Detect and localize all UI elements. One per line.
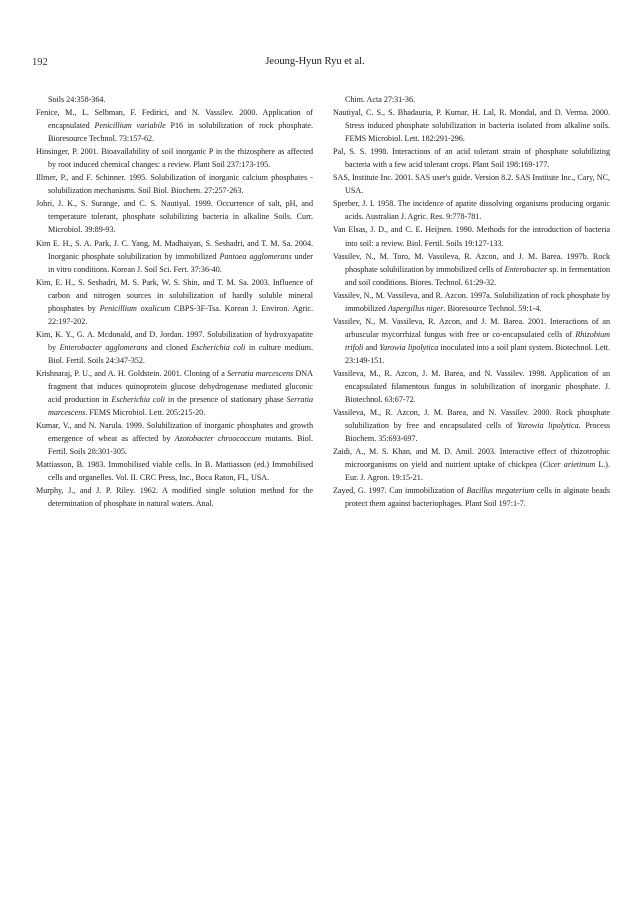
reference-entry — [333, 250, 610, 289]
reference-text: Chim. Acta 27:31-36. — [345, 95, 416, 104]
reference-entry — [36, 367, 313, 419]
reference-text: in culture medium. Biol. Fertil. Soils 24:347-352. — [48, 342, 313, 365]
reference-italic-text: Bacillus megaterium — [466, 486, 535, 496]
reference-entry — [333, 445, 610, 484]
reference-text: . Bioresource Technol. 59:1-4. — [443, 303, 542, 313]
reference-italic-text: Cicer arietinum — [542, 460, 596, 470]
reference-entry — [333, 367, 610, 406]
reference-italic-text: Aspergillus niger — [387, 303, 444, 313]
reference-entry — [36, 145, 313, 171]
reference-text: Sperber, J. I. 1958. The incidence of apatite dissolving organisms producing organic acids. Australian J. Agric. Res. 9:778-781. — [333, 199, 610, 222]
reference-entry — [36, 93, 313, 106]
reference-italic-text: Enterobacter agglomerans — [59, 342, 148, 352]
reference-text: and cloned — [147, 342, 192, 352]
reference-text: DNA fragment that induces quinoprotein glucose dehydrogenase mediated gluconic acid production in — [48, 368, 313, 405]
reference-entry — [333, 315, 610, 367]
reference-text: Vassilev, N., M. Vassileva, and R. Azcon. 1997a. Solubilization of rock phosphate by immobilized — [333, 290, 610, 313]
reference-text: Kim, E. H., S. Seshadri, M. S. Park, W. S. Shin, and T. M. Sa. 2003. Influence of carbon and nitrogen sources in solubilization of hardly soluble mineral phosphates by — [36, 277, 313, 313]
reference-entry — [333, 289, 610, 315]
reference-italic-text: Rhizobium trifoli — [345, 329, 610, 352]
reference-text: Vassileva, M., R. Azcon, J. M. Barea, and N. Vassilev. 1998. Application of an encapsulated filamentous fungus in solubilization of inorganic phosphate. J. Biotechnol. 63:67-72. — [333, 368, 610, 405]
reference-text: Krishnaraj, P. U., and A. H. Goldstein. 2001. Cloning of a — [36, 368, 228, 378]
reference-text: SAS, Institute Inc. 2001. SAS user's guide. Version 8.2. SAS Institute Inc., Cary, NC, USA. — [333, 173, 610, 196]
reference-text: Vassilev, N., M. Toro, M. Vassileva, R. Azcon, and J. M. Barea. 1997b. Rock phosphate solubilization by immobilized cells of — [333, 251, 610, 274]
reference-italic-text: Pantoea agglomerans — [219, 251, 292, 261]
reference-italic-text: Serratia marcescens — [48, 395, 313, 418]
reference-italic-text: Yarowia lipolytica — [517, 421, 579, 431]
reference-text: mutants. Biol. Fertil. Soils 28:301-305. — [48, 434, 313, 457]
reference-entry — [333, 171, 610, 197]
reference-text: CBPS-3F-Tsa. Korean J. Environ. Agric. 22:197-202. — [48, 303, 313, 326]
references-right-column — [333, 93, 610, 511]
reference-entry — [36, 458, 313, 484]
reference-text: Kim, K. Y., G. A. Mcdonald, and D. Jordan. 1997. Solubilization of hydroxyapatite by — [36, 329, 313, 352]
reference-text: Murphy, J., and J. P. Riley. 1962. A modified single solution method for the determination of phosphate in natural waters. Anal. — [36, 486, 313, 509]
reference-text: inoculated into a soil plant system. Biotechnol. Lett. 23:149-151. — [345, 342, 611, 365]
page-number: 192 — [32, 57, 48, 68]
reference-text: Zaidi, A., M. S. Khan, and M. D. Amil. 2003. Interactive effect of rhizotrophic microorganisms on yield and nutrient uptake of chickpea ( — [333, 447, 610, 470]
reference-italic-text: Penicillium variabile — [94, 121, 166, 131]
reference-text: Mattiasson, B. 1983. Immobilised viable cells. In B. Mattiasson (ed.) Immobilised cells and organelles. Vol. II. CRC Press, Inc., Boca Raton, FL, USA. — [36, 460, 313, 483]
reference-italic-text: Yarowia lipolytica — [379, 342, 439, 352]
reference-text: in the presence of stationary phase — [164, 395, 287, 405]
reference-text: Hinsinger, P. 2001. Bioavailability of soil inorganic P in the rhizosphere as affected by root induced chemical changes: a review. Plant Soil 237:173-195. — [36, 147, 313, 170]
reference-entry — [333, 197, 610, 223]
reference-entry — [36, 276, 313, 328]
reference-entry — [333, 145, 610, 171]
reference-entry — [36, 106, 313, 145]
reference-italic-text: Serratia marcescens — [227, 368, 294, 378]
reference-text: Illmer, P., and F. Schinner. 1995. Solubilization of inorganic calcium phosphates - solubilization mechanisms. Soil Biol. Biochem. 27:257-263. — [36, 173, 313, 196]
reference-text: P16 in solubilization of rock phosphate. Bioresource Technol. 73:157-62. — [48, 121, 313, 144]
reference-text: Vassilev, N., M. Vassileva, R. Azcon, and J. M. Barea. 2001. Interactions of an arbuscular mycorrhizal fungus with free or co-encapsulated cells of — [333, 316, 610, 339]
reference-italic-text: Escherichia coli — [191, 342, 246, 352]
reference-text: Soils 24:358-364. — [48, 95, 106, 104]
reference-italic-text: Penicillium oxalicum — [99, 303, 171, 313]
reference-entry — [333, 223, 610, 249]
reference-text: Van Elsas, J. D., and C. E. Heijnen. 1990. Methods for the introduction of bacteria into soil: a review. Biol. Fertil. Soils 19:127-133. — [333, 225, 610, 248]
reference-text: under in vitro conditions. Korean J. Soil Sci. Fert. 37:36-40. — [48, 251, 313, 274]
reference-text: L.). Eur. J. Agron. 19:15-21. — [345, 460, 610, 483]
reference-entry — [333, 406, 610, 445]
reference-text: Fenice, M., L. Selbman, F. Fedirici, and N. Vassilev. 2000. Application of encapsulated — [36, 108, 313, 131]
reference-text: . Process Biochem. 35:693-697. — [345, 421, 610, 444]
references-left-column — [36, 93, 313, 511]
reference-entry — [36, 197, 313, 236]
reference-text: Zayed, G. 1997. Can immobilization of — [333, 486, 467, 496]
reference-entry — [333, 106, 610, 145]
reference-entry — [333, 93, 610, 106]
reference-text: and — [363, 342, 380, 352]
reference-text: Johri, J. K., S. Surange, and C. S. Nautiyal. 1999. Occurrence of salt, pH, and temperature tolerant, phosphate solubilizing bacteria in alkaline Soils. Curr. Microbiol. 39:89-93. — [36, 199, 313, 235]
reference-text: Vassileva, M., R. Azcon, J. M. Barea, and N. Vassilev. 2000. Rock phosphate solubilization by free and encapsulated cells of — [333, 408, 610, 431]
reference-text: . FEMS Microbiol. Lett. 205:215-20. — [85, 408, 206, 418]
reference-entry — [333, 484, 610, 510]
reference-entry — [36, 419, 313, 458]
reference-text: Nautiyal, C. S., S. Bhadauria, P. Kumar, H. Lal, R. Mondal, and D. Verma. 2000. Stress induced phosphate solubilization in bacteria isolated from alkaline soils. FEMS Microbiol. Lett. 182:291-296. — [333, 108, 610, 144]
reference-entry — [36, 484, 313, 510]
reference-text: Pal, S. S. 1998. Interactions of an acid tolerant strain of phosphate solubilizing bacteria with a few acid tolerant crops. Plant Soil 198:169-177. — [333, 147, 610, 170]
reference-entry — [36, 328, 313, 367]
reference-entry — [36, 171, 313, 197]
reference-italic-text: Escherichia coli — [111, 395, 165, 405]
reference-text: cells in alginate beads protect them against bacteriophages. Plant Soil 197:1-7. — [345, 486, 610, 509]
reference-entry — [36, 237, 313, 276]
reference-italic-text: Enterobacter — [504, 264, 547, 274]
reference-text: sp. in fermentation and soil conditions. Biores. Technol. 61:29-32. — [345, 264, 610, 287]
reference-text: Kim E. H., S. A. Park, J. C. Yang, M. Madhaiyan, S. Seshadri, and T. M. Sa. 2004. Inorganic phosphate solubilization by immobilized — [36, 238, 313, 261]
running-title: Jeoung-Hyun Ryu et al. — [265, 56, 365, 67]
reference-text: Kumar, V., and N. Narula. 1999. Solubilization of inorganic phosphates and growth emergence of wheat as affected by — [36, 421, 313, 444]
reference-italic-text: Azotobacter chroococcum — [174, 434, 262, 444]
